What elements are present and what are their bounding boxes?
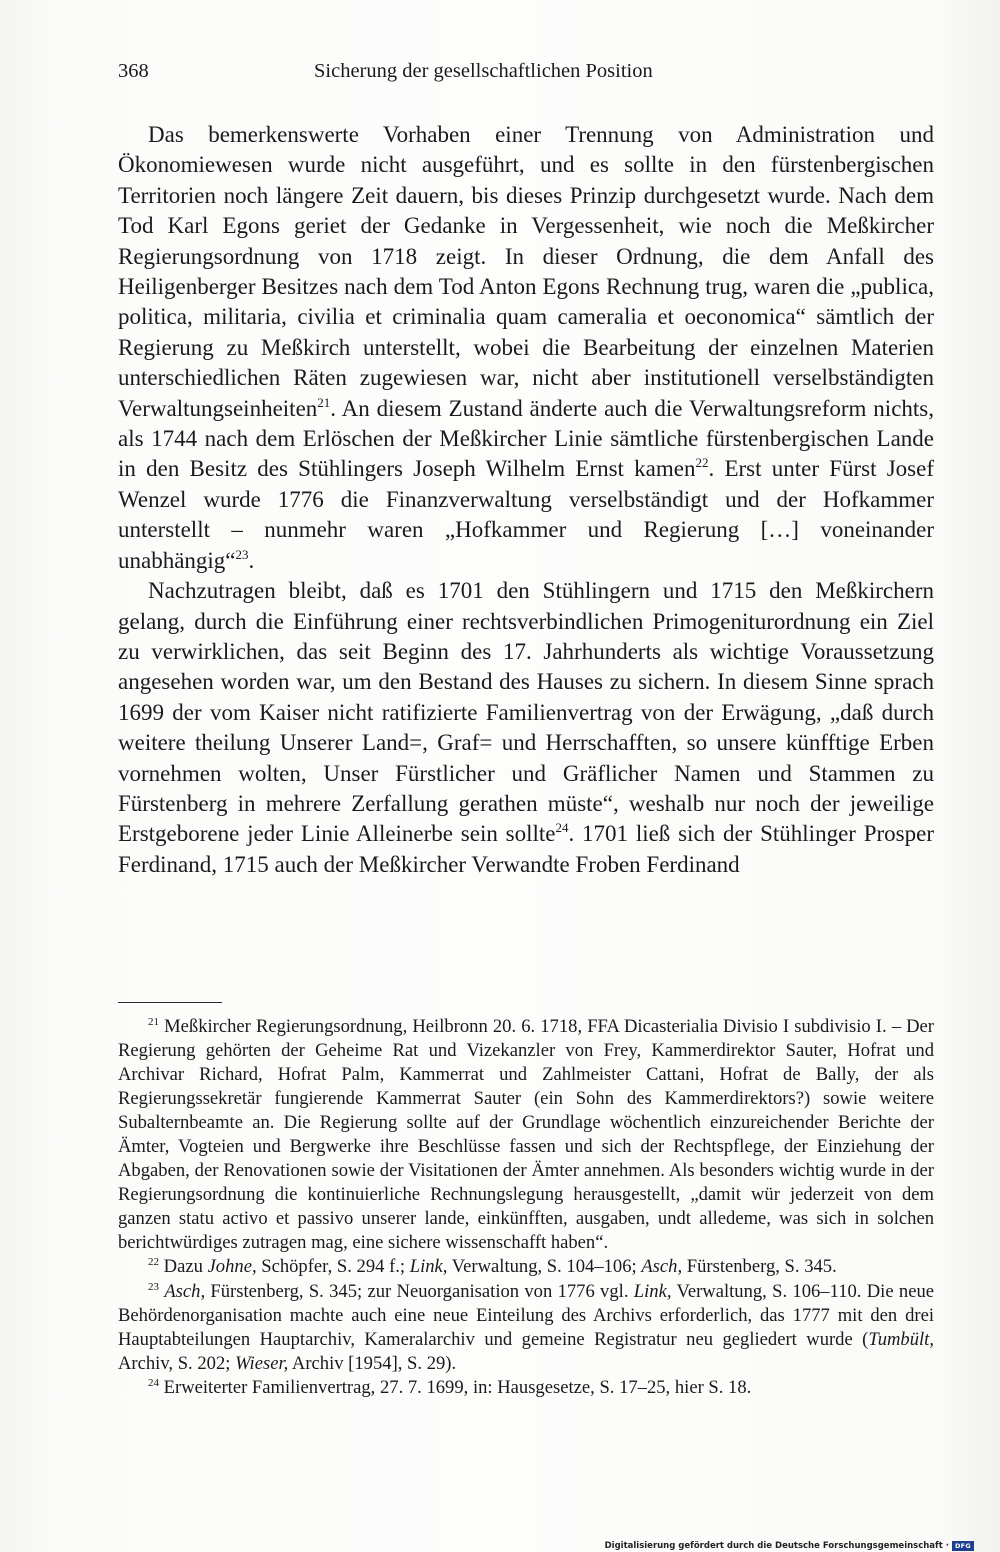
footnotes	[118, 1015, 934, 1400]
digitization-credit	[605, 1540, 974, 1552]
footnote-22	[118, 1255, 934, 1279]
author-name: Asch,	[641, 1256, 683, 1278]
credit-text: Digitalisierung gefördert durch die Deutsche Forschungsgemeinschaft ·	[604, 1541, 949, 1551]
text-run: . An diesem Zustand änderte auch die Verwaltungsreform nichts, als 1744 nach dem Erlöschen der Meßkircher Linie sämtliche fürstenbergischen Lande in den Besitz des Stühlingers Joseph Wilhelm Ernst kamen	[118, 395, 934, 482]
footnote-separator	[118, 1002, 222, 1003]
running-header	[118, 60, 934, 94]
paragraph-2	[118, 576, 934, 880]
text-run: Verwaltung, S. 104–106;	[447, 1256, 642, 1278]
author-name: Johne,	[207, 1256, 257, 1278]
author-name: Link,	[409, 1256, 448, 1278]
text-run: Nachzutragen bleibt, daß es 1701 den Stühlingern und 1715 den Meßkirchern gelang, durch die Einführung einer rechtsverbindlichen Primogeniturordnung ein Ziel zu verwirklichen, das seit Beginn des 17. Jahrhunderts als wichtige Voraussetzung angesehen worden war, um den Bestand des Hauses zu sichern. In diesem Sinne sprach 1699 der vom Kaiser nicht ratifizierte Familienvertrag von der Erwägung, „daß durch weitere theilung Unserer Land=, Graf= und Herrschafften, so unsere künfftige Erben vornehmen wolten, Unser Fürstlicher und Gräflicher Namen und Stammen zu Fürstenberg in mehrere Zerfallung gerathen müste“, weshalb nur noch der jeweilige Erstgeborene jeder Linie Alleinerbe sein sollte	[118, 578, 934, 847]
text-run: . 1701 ließ sich der Stühlinger Prosper Ferdinand, 1715 auch der Meßkircher Verwandte Froben Ferdinand	[118, 821, 934, 877]
author-name: Tumbült,	[868, 1328, 934, 1350]
text-run: .	[248, 547, 255, 573]
footnote-number: 23	[148, 1280, 159, 1293]
text-run: Archiv [1954], S. 29).	[288, 1352, 457, 1374]
text-run: Archiv, S. 202;	[118, 1352, 236, 1374]
footnote-21	[118, 1015, 934, 1255]
footnote-ref-23: 23	[235, 546, 249, 562]
text-run: Das bemerkenswerte Vorhaben einer Trennung von Administration und Ökonomiewesen wurde nicht ausgeführt, und es sollte in den fürstenbergischen Territorien noch längere Zeit dauern, bis dieses Prinzip durchgesetzt wurde. Nach dem Tod Karl Egons geriet der Gedanke in Vergessenheit, wie noch die Meßkircher Regierungsordnung von 1718 zeigt. In dieser Ordnung, die dem Anfall des Heiligenberger Besitzes nach dem Tod Anton Egons Rechnung trug, waren die „publica, politica, militaria, civilia et criminalia quam cameralia et oeconomica“ sämtlich der Regierung zu Meßkirch unterstellt, wobei die Bearbeitung der einzelnen Materien unterschiedlichen Räten zugewiesen war, nicht aber institutionell verselbständigten Verwaltungseinheiten	[118, 122, 934, 421]
footnote-ref-24: 24	[555, 820, 569, 836]
main-text	[118, 120, 934, 880]
footnote-24	[118, 1376, 934, 1400]
footnote-ref-22: 22	[695, 455, 709, 471]
author-name: Asch,	[164, 1280, 206, 1302]
author-name: Link,	[633, 1280, 672, 1302]
footnote-ref-21: 21	[317, 394, 331, 410]
footnote-text: Erweiterter Familienvertrag, 27. 7. 1699, in: Hausgesetze, S. 17–25, hier S. 18.	[163, 1376, 752, 1398]
paragraph-1	[118, 120, 934, 576]
dfg-logo-icon: DFG	[952, 1541, 974, 1551]
text-run: Dazu	[163, 1256, 208, 1278]
author-name: Wieser,	[235, 1352, 289, 1374]
footnote-number: 24	[148, 1376, 159, 1389]
text-run: Fürstenberg, S. 345; zur Neuorganisation von 1776 vgl.	[205, 1280, 634, 1302]
footnote-text: Meßkircher Regierungsordnung, Heilbronn 20. 6. 1718, FFA Dicasterialia Divisio I subdivisio I. – Der Regierung gehörten der Geheime Rat und Vizekanzler von Frey, Kammerdirektor Sauter, Hofrat und Archivar Richard, Hofrat Palm, Kammerrat und Zahlmeister Cattani, Hofrat de Bally, der als Regierungssekretär fungierende Kammerrat Sauter (ein Sohn des Kammerdirektors?) sowie weitere Subalternbeamte an. Die Regierung sollte auf der Grundlage wöchentlich einzureichender Berichte der Ämter, Vogteien und Bergwerke ihre Beschlüsse fassen und sich der Rechtspflege, der Einziehung der Abgaben, der Renovationen sowie der Visitationen der Ämter annehmen. Als besonders wichtig wurde in der Regierungsordnung die kontinuierliche Rechnungslegung herausgestellt, „damit wür jederzeit von dem ganzen statu activo et passivo unserer lande, einkünfften, ausgaben, undt alledeme, was sich in solchen berichtwürdiges zutragen mag, eine sichere wissenschafft haben“.	[118, 1016, 934, 1254]
footnote-23	[118, 1280, 934, 1376]
text-run: Verwaltung, S. 106–110. Die neue Behördenorganisation machte auch eine neue Einteilung des Archivs erforderlich, das 1777 mit den drei Hauptabteilungen Hauptarchiv, Kameralarchiv und gemeine Registratur neu gegliedert wurde (	[118, 1280, 934, 1350]
text-run: . Erst unter Fürst Josef Wenzel wurde 1776 die Finanzverwaltung verselbständigt und der Hofkammer unterstellt – nunmehr waren „Hofkammer und Regierung […] voneinander unabhängig“	[118, 456, 934, 573]
text-run: Fürstenberg, S. 345.	[682, 1256, 837, 1278]
text-run: Schöpfer, S. 294 f.;	[256, 1256, 410, 1278]
page-number: 368	[118, 60, 149, 82]
footnote-number: 21	[148, 1016, 159, 1028]
running-title: Sicherung der gesellschaftlichen Position	[314, 60, 653, 82]
footnote-number: 22	[148, 1256, 159, 1269]
